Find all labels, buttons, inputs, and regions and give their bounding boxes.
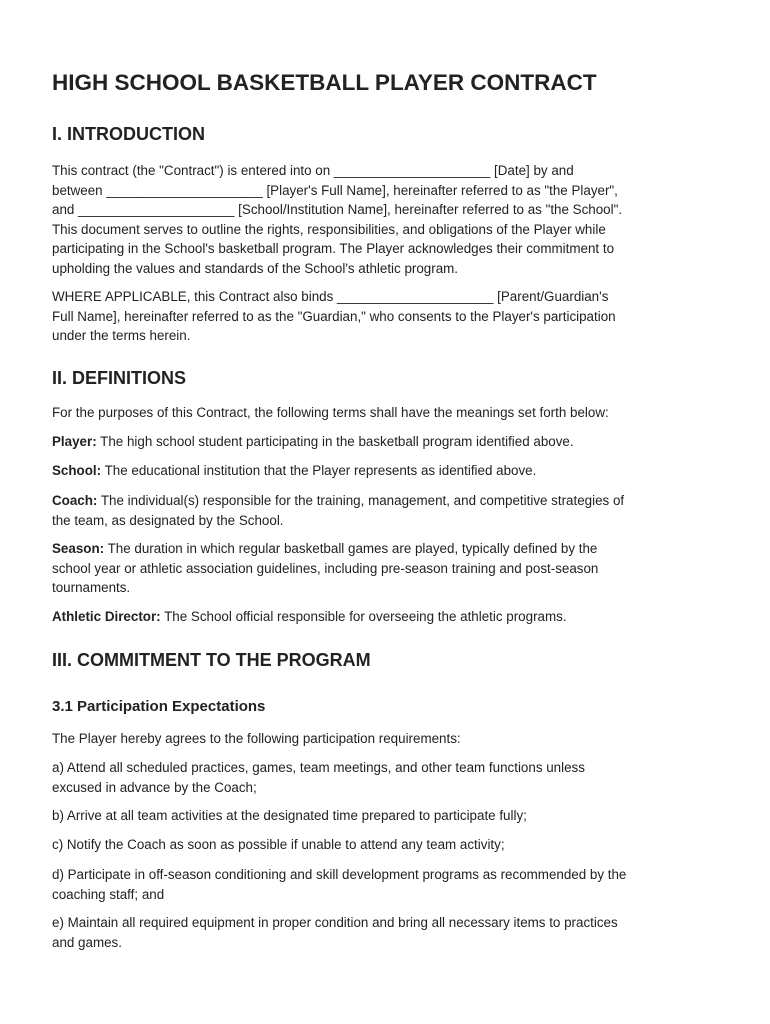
definition-term: Athletic Director: xyxy=(52,609,161,624)
definition-coach xyxy=(52,491,732,530)
definition-term: Player: xyxy=(52,434,97,449)
text-line xyxy=(52,432,732,452)
text-line: WHERE APPLICABLE, this Contract also binds _____________________ [Parent/Guardian's xyxy=(52,289,609,304)
list-item-e xyxy=(52,913,732,952)
text-line: This contract (the "Contract") is entered into on _____________________ [Date] by and xyxy=(52,163,574,178)
text-line xyxy=(52,539,732,559)
text-line: and games. xyxy=(52,934,122,950)
text-line: c) Notify the Coach as soon as possible if unable to attend any team activity; xyxy=(52,837,505,852)
section-heading-introduction: I. INTRODUCTION xyxy=(52,124,205,144)
definition-athletic-director xyxy=(52,607,732,627)
definition-text: The School official responsible for overseeing the athletic programs. xyxy=(160,609,567,624)
text-line: the team, as designated by the School. xyxy=(52,512,284,528)
text-line xyxy=(52,461,732,481)
text-line: and _____________________ [School/Institution Name], hereinafter referred to as "the School". xyxy=(52,202,623,217)
definition-season xyxy=(52,539,732,598)
text-line xyxy=(52,607,732,627)
definition-term: Season: xyxy=(52,541,105,556)
text-line: school year or athletic association guidelines, including pre-season training and post-season xyxy=(52,560,599,576)
commitment-intro xyxy=(52,729,732,749)
text-line: between _____________________ [Player's Full Name], hereinafter referred to as "the Player", xyxy=(52,182,618,198)
definition-school xyxy=(52,461,732,481)
list-item-b xyxy=(52,806,732,826)
text-line: upholding the values and standards of the School's athletic program. xyxy=(52,260,459,276)
text-line: under the terms herein. xyxy=(52,328,191,343)
text-line: This document serves to outline the rights, responsibilities, and obligations of the Player while xyxy=(52,221,606,237)
list-item-a xyxy=(52,758,732,797)
definitions-intro xyxy=(52,403,732,423)
text-line: The Player hereby agrees to the following participation requirements: xyxy=(52,731,461,746)
definition-text: The educational institution that the Player represents as identified above. xyxy=(101,463,537,478)
section-heading-definitions: II. DEFINITIONS xyxy=(52,368,187,388)
text-line: b) Arrive at all team activities at the designated time prepared to participate fully; xyxy=(52,808,527,823)
text-line: e) Maintain all required equipment in proper condition and bring all necessary items to practices xyxy=(52,915,618,930)
definition-text: The duration in which regular basketball games are played, typically defined by the xyxy=(104,541,598,556)
document-title: HIGH SCHOOL BASKETBALL PLAYER CONTRACT xyxy=(52,70,597,95)
definition-term: Coach: xyxy=(52,493,98,508)
definition-player xyxy=(52,432,732,452)
text-line: d) Participate in off-season conditioning and skill development programs as recommended by the xyxy=(52,867,627,882)
text-line: For the purposes of this Contract, the following terms shall have the meanings set forth below: xyxy=(52,405,609,420)
text-line: participating in the School's basketball program. The Player acknowledges their commitment to xyxy=(52,241,615,256)
text-line: coaching staff; and xyxy=(52,886,165,902)
subsection-heading-participation: 3.1 Participation Expectations xyxy=(52,698,266,715)
definition-text: The high school student participating in the basketball program identified above. xyxy=(96,434,574,449)
text-line: Full Name], hereinafter referred to as the "Guardian," who consents to the Player's participation xyxy=(52,308,616,324)
definition-text: The individual(s) responsible for the training, management, and competitive strategies of xyxy=(97,493,625,508)
text-line: tournaments. xyxy=(52,580,131,595)
intro-paragraph-guardian xyxy=(52,287,732,346)
list-item-c xyxy=(52,835,732,855)
text-line: excused in advance by the Coach; xyxy=(52,779,257,795)
section-heading-commitment: III. COMMITMENT TO THE PROGRAM xyxy=(52,650,371,670)
list-item-d xyxy=(52,865,732,904)
text-line xyxy=(52,491,732,511)
definition-term: School: xyxy=(52,463,102,478)
text-line: a) Attend all scheduled practices, games, team meetings, and other team functions unless xyxy=(52,760,585,775)
intro-paragraph-parties xyxy=(52,161,732,278)
